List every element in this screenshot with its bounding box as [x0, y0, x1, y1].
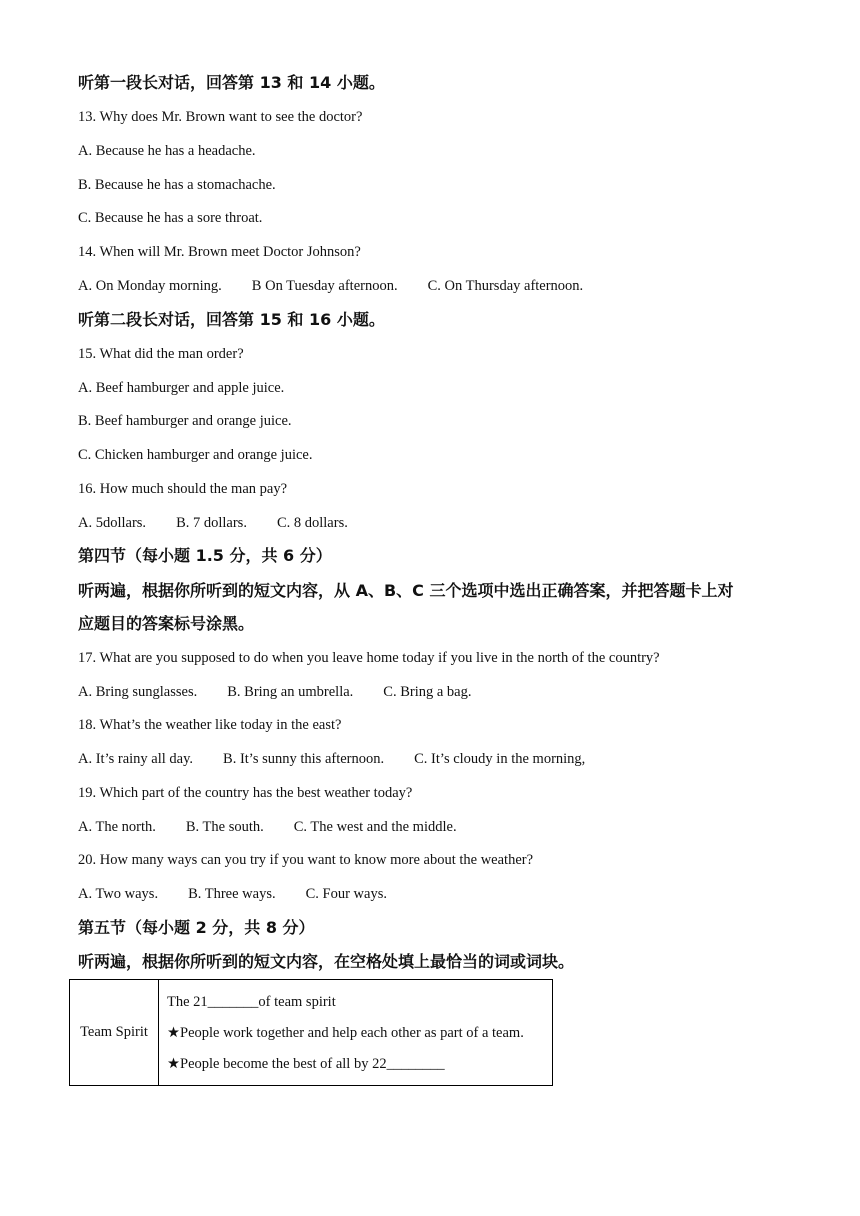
table-row-blank-22: ★People become the best of all by 22________	[167, 1055, 445, 1072]
q13-option-c: C. Because he has a sore throat.	[78, 210, 263, 226]
q15-option-a: A. Beef hamburger and apple juice.	[78, 380, 285, 396]
q17-options	[78, 682, 471, 702]
part4-instruction-line2: 应题目的答案标号涂黑。	[78, 614, 255, 633]
table-row-point-1: ★People work together and help each other as part of a team.	[167, 1024, 524, 1041]
team-spirit-table	[69, 979, 553, 1086]
q20-option-b: B. Three ways.	[188, 886, 276, 902]
q14-option-b: B On Tuesday afternoon.	[251, 278, 398, 294]
q16-option-c: C. 8 dollars.	[276, 515, 348, 531]
section-header-15-16: 听第二段长对话，回答第 15 和 16 小题。	[78, 310, 385, 329]
question-18: 18. What’s the weather like today in the east?	[78, 717, 342, 733]
q19-option-b: B. The south.	[185, 819, 264, 835]
q18-option-b: B. It’s sunny this afternoon.	[223, 751, 385, 767]
part5-instruction: 听两遍，根据你所听到的短文内容，在空格处填上最恰当的词或词块。	[78, 952, 575, 971]
question-15: 15. What did the man order?	[78, 346, 244, 362]
q16-option-a: A. 5dollars.	[78, 515, 147, 531]
q18-option-a: A. It’s rainy all day.	[78, 751, 194, 767]
part4-instruction-line1: 听两遍，根据你所听到的短文内容，从 A、B、C 三个选项中选出正确答案，并把答题卡上对	[78, 581, 734, 600]
q18-options	[78, 749, 585, 769]
question-13: 13. Why does Mr. Brown want to see the doctor?	[78, 109, 363, 125]
table-content-cell	[159, 980, 553, 1086]
q20-options	[78, 884, 387, 904]
q13-option-b: B. Because he has a stomachache.	[78, 177, 276, 193]
q18-option-c: C. It’s cloudy in the morning,	[414, 751, 586, 767]
q14-option-a: A. On Monday morning.	[78, 278, 222, 294]
q16-options	[78, 513, 348, 533]
q14-option-c: C. On Thursday afternoon.	[427, 278, 584, 294]
part5-title: 第五节（每小题 2 分，共 8 分）	[78, 918, 315, 937]
q19-options	[78, 817, 457, 837]
section-header-13-14: 听第一段长对话，回答第 13 和 14 小题。	[78, 73, 385, 92]
q19-option-c: C. The west and the middle.	[293, 819, 457, 835]
question-20: 20. How many ways can you try if you want to know more about the weather?	[78, 852, 534, 868]
question-14: 14. When will Mr. Brown meet Doctor Johnson?	[78, 244, 361, 260]
q15-option-b: B. Beef hamburger and orange juice.	[78, 413, 292, 429]
table-row-blank-21: The 21_______of team spirit	[167, 993, 336, 1010]
q17-option-c: C. Bring a bag.	[383, 684, 472, 700]
q13-option-a: A. Because he has a headache.	[78, 143, 256, 159]
q17-option-b: B. Bring an umbrella.	[227, 684, 354, 700]
question-17: 17. What are you supposed to do when you leave home today if you live in the north of the country?	[78, 650, 660, 666]
table-label-cell: Team Spirit	[70, 980, 159, 1086]
q17-option-a: A. Bring sunglasses.	[78, 684, 198, 700]
question-19: 19. Which part of the country has the best weather today?	[78, 785, 413, 801]
part4-title: 第四节（每小题 1.5 分，共 6 分）	[78, 546, 332, 565]
q20-option-a: A. Two ways.	[78, 886, 159, 902]
q16-option-b: B. 7 dollars.	[176, 515, 247, 531]
q19-option-a: A. The north.	[78, 819, 156, 835]
q14-options	[78, 276, 583, 296]
q15-option-c: C. Chicken hamburger and orange juice.	[78, 447, 313, 463]
question-16: 16. How much should the man pay?	[78, 481, 288, 497]
q20-option-c: C. Four ways.	[305, 886, 387, 902]
